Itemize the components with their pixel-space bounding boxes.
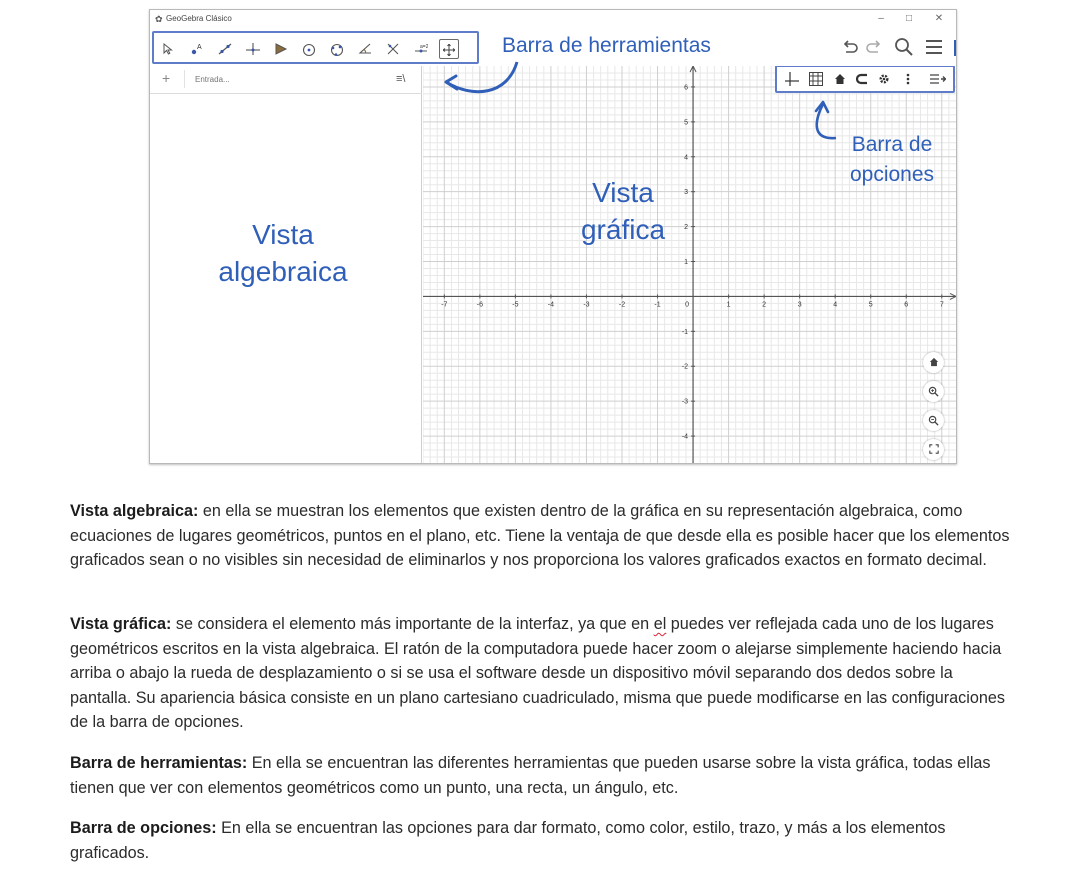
graphics-view-annotation bbox=[573, 174, 673, 248]
options-bar bbox=[775, 66, 955, 93]
svg-text:A: A bbox=[197, 44, 202, 51]
graphics-annotation-line1: Vista bbox=[592, 177, 654, 208]
axes-icon[interactable] bbox=[783, 70, 801, 88]
algebra-annotation-line1: Vista bbox=[252, 219, 314, 250]
algebra-annotation-line2: algebraica bbox=[218, 256, 348, 287]
redo-icon[interactable] bbox=[863, 36, 885, 58]
x-tick-label: -4 bbox=[547, 301, 555, 309]
panel-edge-marker bbox=[954, 40, 957, 56]
zoom-in-button[interactable] bbox=[923, 381, 944, 402]
minor-grid bbox=[423, 66, 956, 464]
graphics-view[interactable] bbox=[423, 66, 956, 464]
x-tick-label: 4 bbox=[833, 301, 838, 309]
text-algebra-view: en ella se muestran los elementos que existen dentro de la gráfica en su representación algebraica, como ecuaciones de lugares geométricos, puntos en el plano, etc. Tiene la ventaja de que desde ella es posible hacer que los elementos graficados sean o no visibles sin necesidad de eliminarlos y nos proporciona los valores graficados exactos en formato decimal. bbox=[70, 502, 1010, 569]
x-tick-label: 0 bbox=[685, 301, 690, 309]
algebra-sort-icon[interactable]: ≡\ bbox=[396, 73, 406, 85]
algebra-input-row bbox=[150, 66, 422, 94]
search-icon[interactable] bbox=[893, 36, 915, 58]
geogebra-logo-icon: ✿ bbox=[155, 14, 163, 24]
x-tick-label: -5 bbox=[512, 301, 519, 309]
graphics-annotation-line2: gráfica bbox=[580, 214, 666, 245]
x-tick-label: 1 bbox=[726, 301, 731, 309]
y-tick-label: -4 bbox=[681, 433, 689, 441]
reflect-tool-icon[interactable] bbox=[383, 39, 403, 59]
move-graphics-tool-icon[interactable] bbox=[439, 39, 459, 59]
polygon-tool-icon[interactable] bbox=[271, 39, 291, 59]
text-toolbar: En ella se encuentran las diferentes herramientas que pueden usarse sobre la vista gráfica, todas ellas tienen que ver con elementos geométricos como un punto, una recta, un ángulo, etc. bbox=[70, 754, 991, 797]
paragraph-algebra-view bbox=[70, 499, 1015, 573]
toolbar bbox=[152, 31, 479, 64]
y-tick-label: -2 bbox=[681, 363, 689, 371]
algebra-input[interactable] bbox=[184, 70, 384, 88]
line-tool-icon[interactable] bbox=[215, 39, 235, 59]
close-button[interactable]: ✕ bbox=[934, 13, 944, 24]
plus-icon[interactable]: + bbox=[162, 70, 171, 86]
options-bar-annotation bbox=[841, 130, 943, 190]
term-options-bar: Barra de opciones: bbox=[70, 819, 217, 837]
x-tick-label: 7 bbox=[939, 301, 944, 309]
paragraph-toolbar bbox=[70, 751, 1015, 800]
slider-tool-icon[interactable] bbox=[411, 39, 431, 59]
y-tick-label: -1 bbox=[681, 328, 689, 336]
gear-icon[interactable] bbox=[875, 70, 893, 88]
home-view-button[interactable] bbox=[923, 352, 944, 373]
x-tick-label: -2 bbox=[618, 301, 626, 309]
algebra-view-annotation bbox=[190, 216, 376, 290]
text-graphics-view-b: puedes ver reflejada cada uno de los lugares geométricos escritos en la vista algebraica. El ratón de la computadora puede hacer zoom o alejarse simplemente haciendo hacia arriba o abajo la rueda de desplazamiento o si se usa el software desde un dispositivo móvil separando dos dedos sobre la pantalla. Su apariencia básica consiste en un plano cartesiano cuadriculado, misma que puede modificarse en las configuraciones de la barra de opciones. bbox=[70, 615, 1005, 731]
major-grid bbox=[423, 66, 956, 464]
options-annotation-line2: opciones bbox=[849, 163, 935, 186]
x-tick-label: 5 bbox=[868, 301, 873, 309]
paragraph-graphics-view bbox=[70, 612, 1015, 735]
circle-center-tool-icon[interactable] bbox=[299, 39, 319, 59]
term-graphics-view: Vista gráfica: bbox=[70, 615, 172, 633]
axes bbox=[423, 66, 956, 464]
perpendicular-tool-icon[interactable] bbox=[243, 39, 263, 59]
move-tool-icon[interactable] bbox=[158, 39, 178, 59]
window-titlebar bbox=[150, 10, 956, 30]
term-toolbar: Barra de herramientas: bbox=[70, 754, 248, 772]
point-tool-icon[interactable] bbox=[187, 39, 207, 59]
x-tick-label: -6 bbox=[476, 301, 483, 309]
circle-three-points-tool-icon[interactable] bbox=[327, 39, 347, 59]
x-tick-label: 2 bbox=[762, 301, 767, 309]
paragraph-options-bar bbox=[70, 816, 1015, 865]
more-icon[interactable] bbox=[899, 70, 917, 88]
y-tick-label: 5 bbox=[684, 119, 689, 127]
y-tick-label: 3 bbox=[684, 189, 689, 197]
y-tick-label: 2 bbox=[684, 224, 689, 232]
angle-tool-icon[interactable] bbox=[355, 39, 375, 59]
x-tick-label: 3 bbox=[797, 301, 802, 309]
x-tick-label: -1 bbox=[654, 301, 661, 309]
style-bar-toggle-icon[interactable] bbox=[929, 70, 947, 88]
zoom-out-button[interactable] bbox=[923, 410, 944, 431]
term-algebra-view: Vista algebraica: bbox=[70, 502, 199, 520]
toolbar-annotation: Barra de herramientas bbox=[502, 34, 711, 57]
svg-text:a=2: a=2 bbox=[420, 44, 428, 50]
y-tick-label: -3 bbox=[681, 398, 689, 406]
x-tick-label: -3 bbox=[583, 301, 590, 309]
window-title: GeoGebra Clásico bbox=[166, 14, 232, 23]
misspelled-word: el bbox=[653, 615, 667, 633]
grid-icon[interactable] bbox=[807, 70, 825, 88]
geogebra-screenshot bbox=[149, 9, 957, 464]
menu-icon[interactable] bbox=[923, 36, 945, 58]
text-graphics-view-a: se considera el elemento más importante de la interfaz, ya que en bbox=[171, 615, 654, 633]
snap-icon[interactable] bbox=[853, 70, 871, 88]
options-annotation-line1: Barra de bbox=[851, 133, 933, 156]
x-tick-label: -7 bbox=[441, 301, 448, 309]
cartesian-plane[interactable] bbox=[423, 66, 956, 464]
fullscreen-button[interactable] bbox=[923, 439, 944, 460]
y-tick-label: 4 bbox=[684, 154, 689, 162]
x-tick-label: 6 bbox=[904, 301, 909, 309]
text-options-bar: En ella se encuentran las opciones para dar formato, como color, estilo, trazo, y más a los elementos graficados. bbox=[70, 819, 946, 862]
y-tick-label: 1 bbox=[684, 259, 689, 267]
y-tick-label: 6 bbox=[684, 84, 689, 92]
algebra-view[interactable] bbox=[150, 66, 422, 464]
maximize-button[interactable]: □ bbox=[905, 13, 913, 24]
minimize-button[interactable]: – bbox=[878, 13, 884, 24]
home-icon[interactable] bbox=[831, 70, 849, 88]
undo-icon[interactable] bbox=[839, 36, 861, 58]
